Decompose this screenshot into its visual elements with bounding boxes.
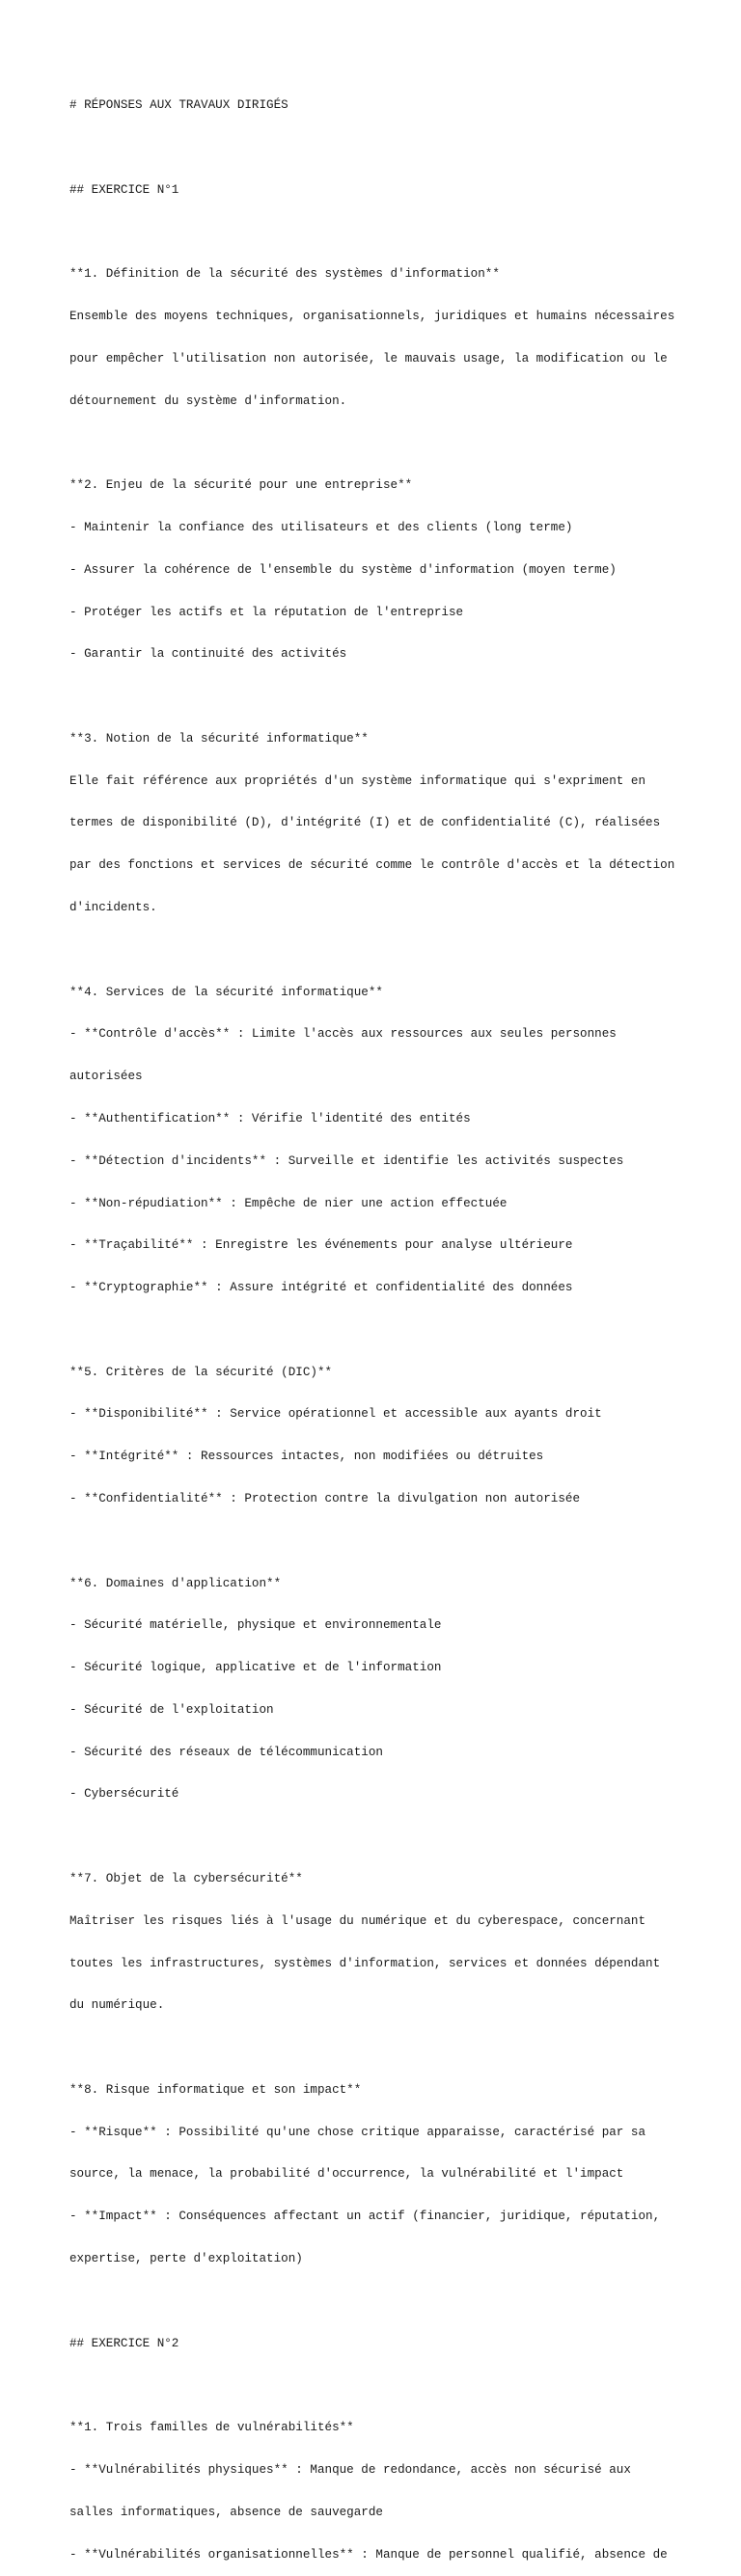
text-line: d'incidents. <box>69 901 157 915</box>
list-item: - **Vulnérabilités organisationnelles** : Manque de personnel qualifié, absence de <box>69 2547 668 2562</box>
question-heading: **1. Trois familles de vulnérabilités** <box>69 2421 354 2435</box>
list-item: - Assurer la cohérence de l'ensemble du système d'information (moyen terme) <box>69 562 617 577</box>
list-item: - **Authentification** : Vérifie l'identité des entités <box>69 1111 471 1125</box>
list-item: - Sécurité de l'exploitation <box>69 1702 274 1717</box>
list-item: - **Intégrité** : Ressources intactes, non modifiées ou détruites <box>69 1450 544 1464</box>
list-item: - Maintenir la confiance des utilisateurs et des clients (long terme) <box>69 521 573 534</box>
question-heading: **4. Services de la sécurité informatique** <box>69 985 383 999</box>
text-line: Maîtriser les risques liés à l'usage du numérique et du cyberespace, concernant <box>69 1913 646 1928</box>
text-line: détournement du système d'information. <box>69 393 347 408</box>
text-line: autorisées <box>69 1070 143 1084</box>
list-item: - **Disponibilité** : Service opérationnel et accessible aux ayants droit <box>69 1407 602 1422</box>
list-item: - Sécurité des réseaux de télécommunication <box>69 1745 383 1759</box>
text-line: source, la menace, la probabilité d'occurrence, la vulnérabilité et l'impact <box>69 2167 624 2182</box>
blank-line <box>69 226 687 240</box>
blank-line <box>69 1323 687 1338</box>
list-item: - **Traçabilité** : Enregistre les événements pour analyse ultérieure <box>69 1238 573 1253</box>
text-line: expertise, perte d'exploitation) <box>69 2252 303 2266</box>
question-heading: **5. Critères de la sécurité (DIC)** <box>69 1365 333 1379</box>
list-item: - **Cryptographie** : Assure intégrité et confidentialité des données <box>69 1281 573 1295</box>
blank-line <box>69 943 687 958</box>
text-line: par des fonctions et services de sécurité comme le contrôle d'accès et la détection <box>69 858 675 873</box>
text-line: pour empêcher l'utilisation non autorisée, le mauvais usage, la modification ou le <box>69 351 668 366</box>
text-line: Ensemble des moyens techniques, organisationnels, juridiques et humains nécessaires <box>69 310 675 324</box>
blank-line <box>69 436 687 450</box>
question-heading: **7. Objet de la cybersécurité** <box>69 1872 303 1885</box>
blank-line <box>69 1534 687 1549</box>
section-heading: ## EXERCICE N°2 <box>69 2336 179 2350</box>
list-item: - Garantir la continuité des activités <box>69 647 347 662</box>
text-line: termes de disponibilité (D), d'intégrité (I) et de confidentialité (C), réalisées <box>69 816 661 830</box>
list-item: - Protéger les actifs et la réputation de l'entreprise <box>69 605 464 619</box>
blank-line <box>69 2294 687 2309</box>
text-line: salles informatiques, absence de sauvegarde <box>69 2505 383 2519</box>
text-line: du numérique. <box>69 1998 165 2013</box>
list-item: - **Contrôle d'accès** : Limite l'accès aux ressources aux seules personnes <box>69 1027 617 1042</box>
blank-line <box>69 1830 687 1844</box>
text-line: Elle fait référence aux propriétés d'un système informatique qui s'expriment en <box>69 773 646 788</box>
document-title: # RÉPONSES AUX TRAVAUX DIRIGÉS <box>69 98 288 113</box>
list-item: - Sécurité matérielle, physique et environnementale <box>69 1618 442 1633</box>
list-item: - **Risque** : Possibilité qu'une chose critique apparaisse, caractérisé par sa <box>69 2125 646 2139</box>
list-item: - **Détection d'incidents** : Surveille et identifie les activités suspectes <box>69 1153 624 1168</box>
section-heading: ## EXERCICE N°1 <box>69 182 179 197</box>
blank-line <box>69 2378 687 2393</box>
document-body <box>69 70 687 2576</box>
question-heading: **6. Domaines d'application** <box>69 1576 282 1590</box>
list-item: - **Impact** : Conséquences affectant un actif (financier, juridique, réputation, <box>69 2210 661 2224</box>
text-line: toutes les infrastructures, systèmes d'information, services et données dépendant <box>69 1956 661 1970</box>
blank-line <box>69 690 687 704</box>
question-heading: **3. Notion de la sécurité informatique** <box>69 731 369 746</box>
list-item: - Sécurité logique, applicative et de l'information <box>69 1661 442 1675</box>
list-item: - **Confidentialité** : Protection contre la divulgation non autorisée <box>69 1491 581 1505</box>
list-item: - **Non-répudiation** : Empêche de nier une action effectuée <box>69 1196 508 1210</box>
blank-line <box>69 2041 687 2055</box>
question-heading: **1. Définition de la sécurité des systèmes d'information** <box>69 267 500 282</box>
list-item: - **Vulnérabilités physiques** : Manque de redondance, accès non sécurisé aux <box>69 2462 631 2477</box>
blank-line <box>69 141 687 155</box>
question-heading: **8. Risque informatique et son impact** <box>69 2082 362 2097</box>
list-item: - Cybersécurité <box>69 1787 179 1802</box>
question-heading: **2. Enjeu de la sécurité pour une entreprise** <box>69 478 413 493</box>
